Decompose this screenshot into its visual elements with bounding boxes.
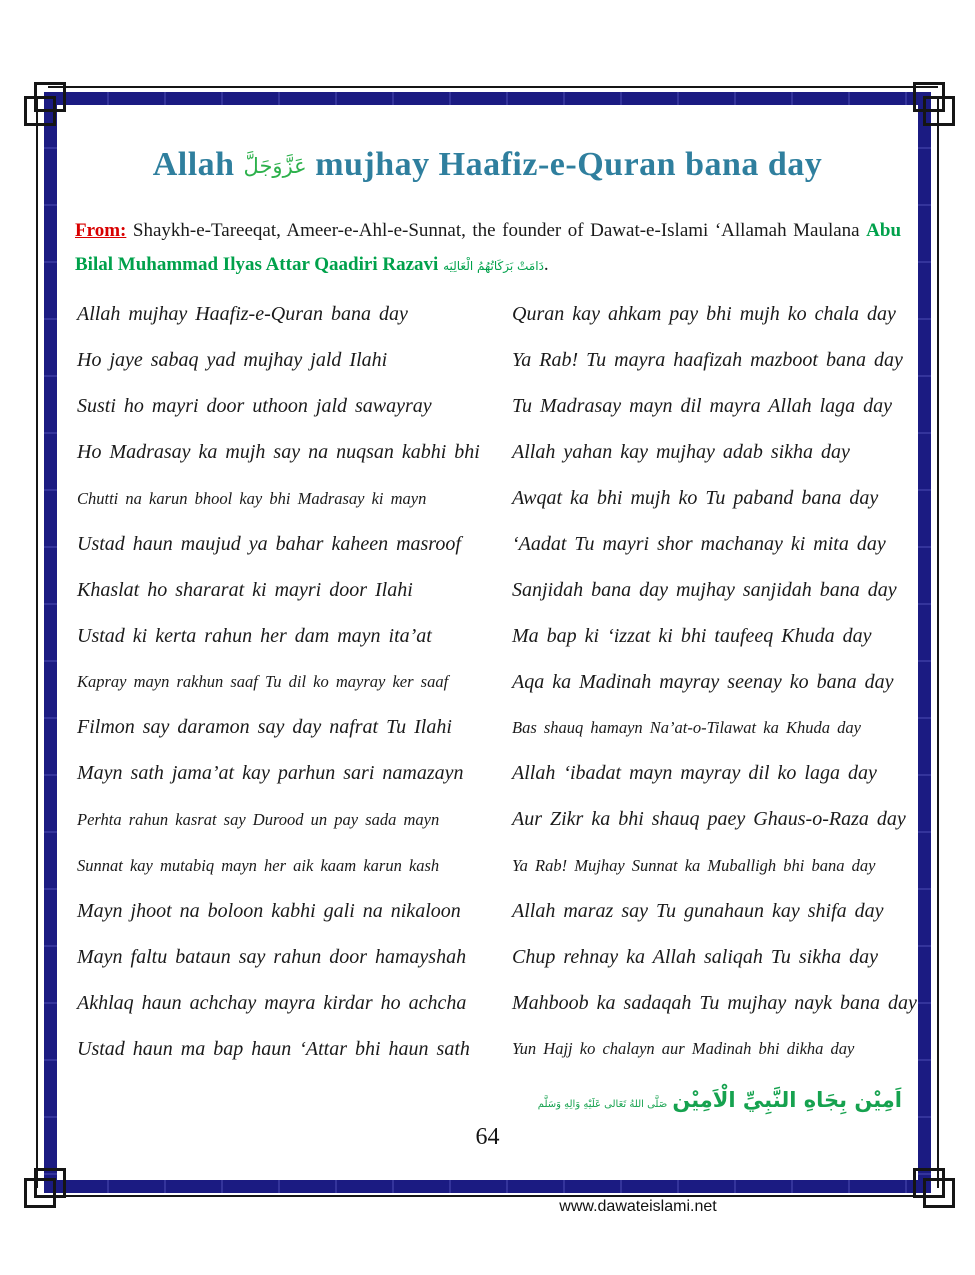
verse-line: Mayn faltu bataun say rahun door hamayshah	[77, 945, 467, 968]
from-body-text: Shaykh-e-Tareeqat, Ameer-e-Ahl-e-Sunnat, the founder of Dawat-e-Islami ‘Allamah Maulana	[132, 220, 860, 241]
ameen-arabic-text: اَمِيْن بِجَاهِ النَّبِيِّ الْاَمِيْن	[672, 1088, 902, 1112]
frame-corner-ornament	[923, 1178, 955, 1208]
salawat-arabic-text: صَلَّى اللهُ تَعَالى عَلَيْهِ وَالِهِ وَسَلَّم	[537, 1099, 668, 1110]
from-label: From:	[75, 220, 127, 241]
frame-corner-ornament	[923, 96, 955, 126]
verse-line: Bas shauq hamayn Na’at-o-Tilawat ka Khuda day	[512, 717, 861, 737]
verse-line: Aur Zikr ka bhi shauq paey Ghaus-o-Raza day	[512, 808, 906, 831]
verse-line: Awqat ka bhi mujh ko Tu paband bana day	[512, 487, 879, 509]
frame-corner-ornament	[24, 96, 56, 126]
title-text-allah: Allah	[152, 146, 235, 183]
verse-line: Chutti na karun bhool kay bhi Madrasay ki mayn	[77, 488, 427, 508]
verse-line: Chup rehnay ka Allah saliqah Tu sikha day	[512, 945, 878, 968]
page-title	[40, 146, 935, 184]
verse-line: Ustad ki kerta rahun her dam mayn ita’at	[77, 624, 432, 647]
verse-line: Aqa ka Madinah mayray seenay ko bana day	[512, 670, 894, 693]
verse-line: Ya Rab! Tu mayra haafizah mazboot bana day	[512, 349, 903, 372]
footer-website-text: www.dawateislami.net	[559, 1198, 717, 1215]
ameen-line	[538, 1088, 902, 1112]
from-paragraph	[75, 214, 901, 283]
verse-line: Mahboob ka sadaqah Tu mujhay nayk bana day	[512, 991, 917, 1014]
verse-line: Kapray mayn rakhun saaf Tu dil ko mayray ker saaf	[77, 672, 449, 692]
frame-top-line	[48, 86, 938, 88]
verse-line: Ho jaye sabaq yad mujhay jald Ilahi	[77, 349, 388, 372]
title-text-rest: mujhay Haafiz-e-Quran bana day	[315, 146, 823, 183]
verse-line: Allah maraz say Tu gunahaun kay shifa day	[512, 900, 884, 923]
frame-left-line	[36, 96, 38, 1188]
verse-line: Mayn sath jama’at kay parhun sari namazayn	[77, 762, 464, 785]
verse-line: ‘Aadat Tu mayri shor machanay ki mita day	[512, 532, 886, 555]
verse-line: Ma bap ki ‘izzat ki bhi taufeeq Khuda day	[512, 624, 872, 647]
verse-line: Yun Hajj ko chalayn aur Madinah bhi dikha day	[512, 1039, 855, 1059]
frame-corner-ornament	[24, 1178, 56, 1208]
verse-line: Filmon say daramon say day nafrat Tu Ilahi	[77, 716, 452, 739]
frame-left-band	[44, 92, 57, 1193]
frame-bottom-band	[52, 1180, 924, 1193]
title-arabic-honorific: عَزَّوَجَلَّ	[243, 154, 307, 178]
verse-line: Akhlaq haun achchay mayra kirdar ho achcha	[77, 991, 467, 1014]
author-name: Abu Bilal Muhammad Ilyas Attar Qaadiri Razavi	[75, 220, 902, 275]
verse-line: Allah mujhay Haafiz-e-Quran bana day	[77, 303, 408, 326]
verse-line: Mayn jhoot na boloon kabhi gali na nikaloon	[77, 900, 461, 923]
page-number: 64	[475, 1124, 500, 1150]
verse-line: Ho Madrasay ka mujh say na nuqsan kabhi bhi	[77, 441, 480, 464]
verse-line: Ustad haun ma bap haun ‘Attar bhi haun sath	[77, 1037, 470, 1060]
verse-line: Ustad haun maujud ya bahar kaheen masroof	[77, 532, 461, 555]
verse-line: Allah ‘ibadat mayn mayray dil ko laga day	[512, 762, 877, 785]
frame-top-band	[52, 92, 924, 105]
verse-column-left	[77, 292, 485, 1072]
frame-right-line	[937, 96, 939, 1188]
verse-line: Perhta rahun kasrat say Durood un pay sada mayn	[77, 809, 440, 829]
verse-line: Khaslat ho shararat ki mayri door Ilahi	[77, 578, 413, 601]
verse-column-right	[512, 292, 920, 1072]
verse-line: Sanjidah bana day mujhay sanjidah bana day	[512, 578, 897, 601]
verse-line: Tu Madrasay mayn dil mayra Allah laga day	[512, 395, 893, 418]
verse-line: Allah yahan kay mujhay adab sikha day	[512, 441, 850, 464]
author-arabic-honorific: دَامَتْ بَرَكَاتُهُمُ الْعَالِيَه	[443, 259, 544, 273]
verse-line: Susti ho mayri door uthoon jald sawayray	[77, 395, 432, 418]
verse-line: Quran kay ahkam pay bhi mujh ko chala day	[512, 303, 896, 326]
frame-bottom-line	[48, 1195, 938, 1197]
verse-line: Sunnat kay mutabiq mayn her aik kaam karun kash	[77, 855, 440, 875]
from-period: .	[543, 254, 549, 275]
verse-line: Ya Rab! Mujhay Sunnat ka Muballigh bhi bana day	[512, 855, 876, 875]
